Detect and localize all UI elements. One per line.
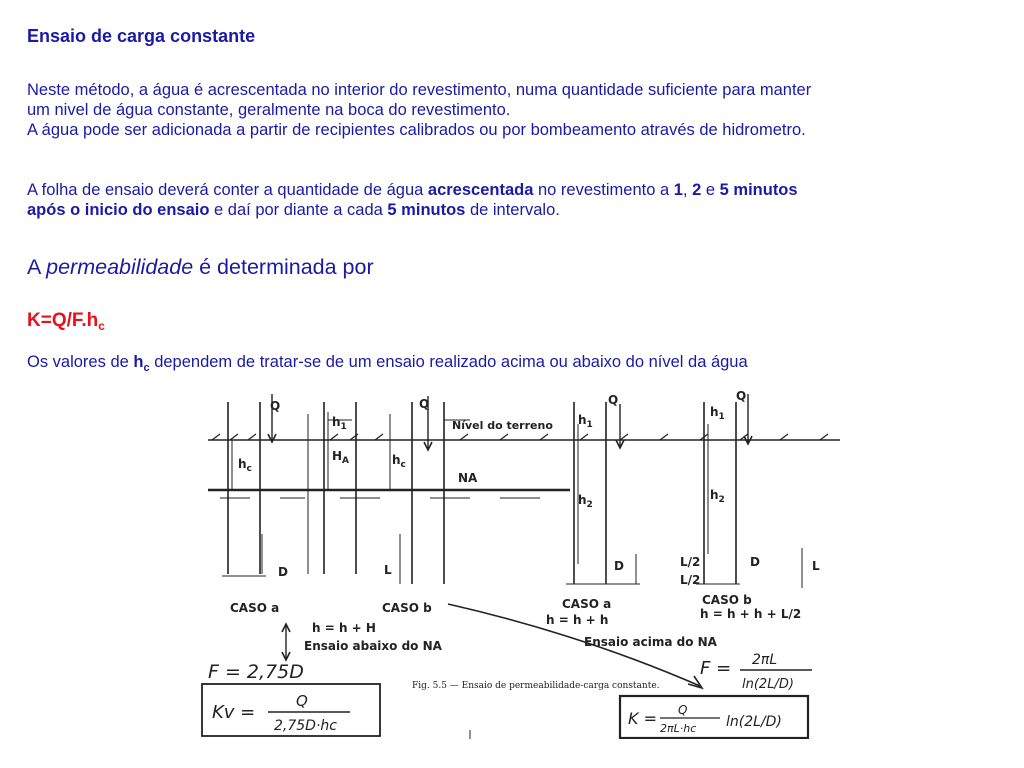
k-acima-left: K = [628, 709, 657, 728]
hc-b-label: h [392, 453, 401, 467]
h1-c-label: h [578, 413, 587, 427]
f-acima-left: F = [700, 658, 732, 679]
ha-label: H [332, 449, 343, 463]
bold-run: 5 minutos [719, 181, 798, 199]
h2-d-label: h [710, 488, 719, 502]
na-label: NA [458, 471, 478, 485]
text-run: e daí por diante a cada [209, 201, 388, 219]
hc-b-sub: c [400, 460, 406, 470]
text-run: A [27, 255, 47, 279]
text-run: dependem de tratar-se de um ensaio realizado acima ou abaixo do nível da água [149, 353, 748, 371]
svg-text:hc [238, 457, 252, 474]
svg-text:h2 [578, 493, 593, 510]
paragraph-test-sheet [27, 180, 798, 220]
svg-text:h1 [578, 413, 593, 430]
h1-d-sub: 1 [718, 412, 725, 422]
h2-d-sub: 2 [718, 495, 725, 505]
h1-c-sub: 1 [586, 420, 593, 430]
hc-a-label: h [238, 457, 247, 471]
paragraph-method-line-1: Neste método, a água é acrescentada no interior do revestimento, numa quantidade suficiente para manter [27, 81, 812, 99]
caso-a-label-1: CASO a [230, 601, 280, 615]
text-run: de intervalo. [465, 201, 560, 219]
kv-left: Kv = [212, 702, 256, 723]
text-run: é determinada por [193, 255, 374, 279]
permeability-heading [27, 254, 374, 280]
h1-d-label: h [710, 405, 719, 419]
h2-c-sub: 2 [586, 500, 593, 510]
text-run: no revestimento a [533, 181, 674, 199]
text-run: , [682, 181, 693, 199]
text-run: Os valores de [27, 353, 134, 371]
paragraph-method [27, 80, 811, 140]
paragraph-test-sheet-line-2 [27, 200, 798, 220]
paragraph-method-line-3: A água pode ser adicionada a partir de recipientes calibrados ou por bombeamento através de hidrometro. [27, 121, 806, 139]
eq-above-b: h = h + h + L/2 [700, 607, 802, 621]
l2-label-1: L/2 [680, 555, 701, 569]
italic-run: permeabilidade [46, 255, 194, 279]
formula-main: K=Q/F.h [27, 310, 99, 331]
bold-run: 5 minutos [387, 201, 466, 219]
bold-run: após o inicio do ensaio [27, 201, 210, 219]
q-label-2: Q [419, 397, 430, 411]
permeability-test-figure [200, 384, 860, 739]
h1-a-sub: 1 [340, 422, 347, 432]
svg-text:h1 [332, 415, 347, 432]
bold-run: acrescentada [427, 181, 534, 199]
caso-b-label-2: CASO b [702, 593, 752, 607]
caso-a-label-2: CASO a [562, 597, 612, 611]
bold-run: h [133, 353, 144, 371]
figure-caption: Fig. 5.5 — Ensaio de permeabilidade-carga constante. [412, 681, 660, 691]
figure-labels [208, 389, 820, 735]
d-label-2: D [614, 559, 624, 573]
text-run: A folha de ensaio deverá conter a quantidade de água [27, 181, 428, 199]
l2-label-2: L/2 [680, 573, 701, 587]
f-acima-numerator: 2πL [752, 652, 778, 668]
caso-b-label-1: CASO b [382, 601, 432, 615]
h2-c-label: h [578, 493, 587, 507]
subscript-run: c [143, 362, 150, 374]
ensaio-acima-label: Ensaio acima do NA [584, 635, 717, 649]
paragraph-method-line-2: um nivel de água constante, geralmente na boca do revestimento. [27, 101, 511, 119]
ensaio-abaixo-label: Ensaio abaixo do NA [304, 639, 442, 653]
h1-a-label: h [332, 415, 341, 429]
formula-subscript: c [98, 319, 105, 333]
bold-run: 2 [692, 181, 702, 199]
svg-text:h1 [710, 405, 725, 422]
nivel-terreno-label: Nível do terreno [452, 419, 553, 432]
f-abaixo-formula: F = 2,75D [208, 661, 304, 683]
permeability-formula [27, 311, 105, 336]
k-acima-numerator: Q [678, 703, 688, 717]
l-label-2: L [812, 559, 820, 573]
hc-note [27, 352, 748, 378]
q-label-1: Q [270, 399, 281, 413]
q-label-3: Q [608, 393, 619, 407]
hc-a-sub: c [246, 464, 252, 474]
svg-text:HA [332, 449, 349, 466]
paragraph-test-sheet-line-1 [27, 180, 798, 200]
slide-title: Ensaio de carga constante [27, 26, 256, 46]
bold-run: 1 [673, 181, 683, 199]
text-run: e [701, 181, 720, 199]
f-acima-denominator: ln(2L/D) [742, 677, 794, 692]
eq-above-a: h = h + h [546, 613, 609, 627]
ha-sub: A [342, 456, 350, 466]
d-label-1: D [278, 565, 288, 579]
kv-denominator: 2,75D·hc [274, 718, 337, 734]
eq-below-na: h = h + H [312, 621, 376, 635]
kv-numerator: Q [296, 692, 308, 710]
svg-text:h2 [710, 488, 725, 505]
k-acima-denominator: 2πL·hc [660, 722, 697, 735]
q-label-4: Q [736, 389, 747, 403]
d-label-3: D [750, 555, 760, 569]
l-label-1: L [384, 563, 392, 577]
k-acima-ln: ln(2L/D) [726, 714, 782, 730]
svg-text:hc [392, 453, 406, 470]
